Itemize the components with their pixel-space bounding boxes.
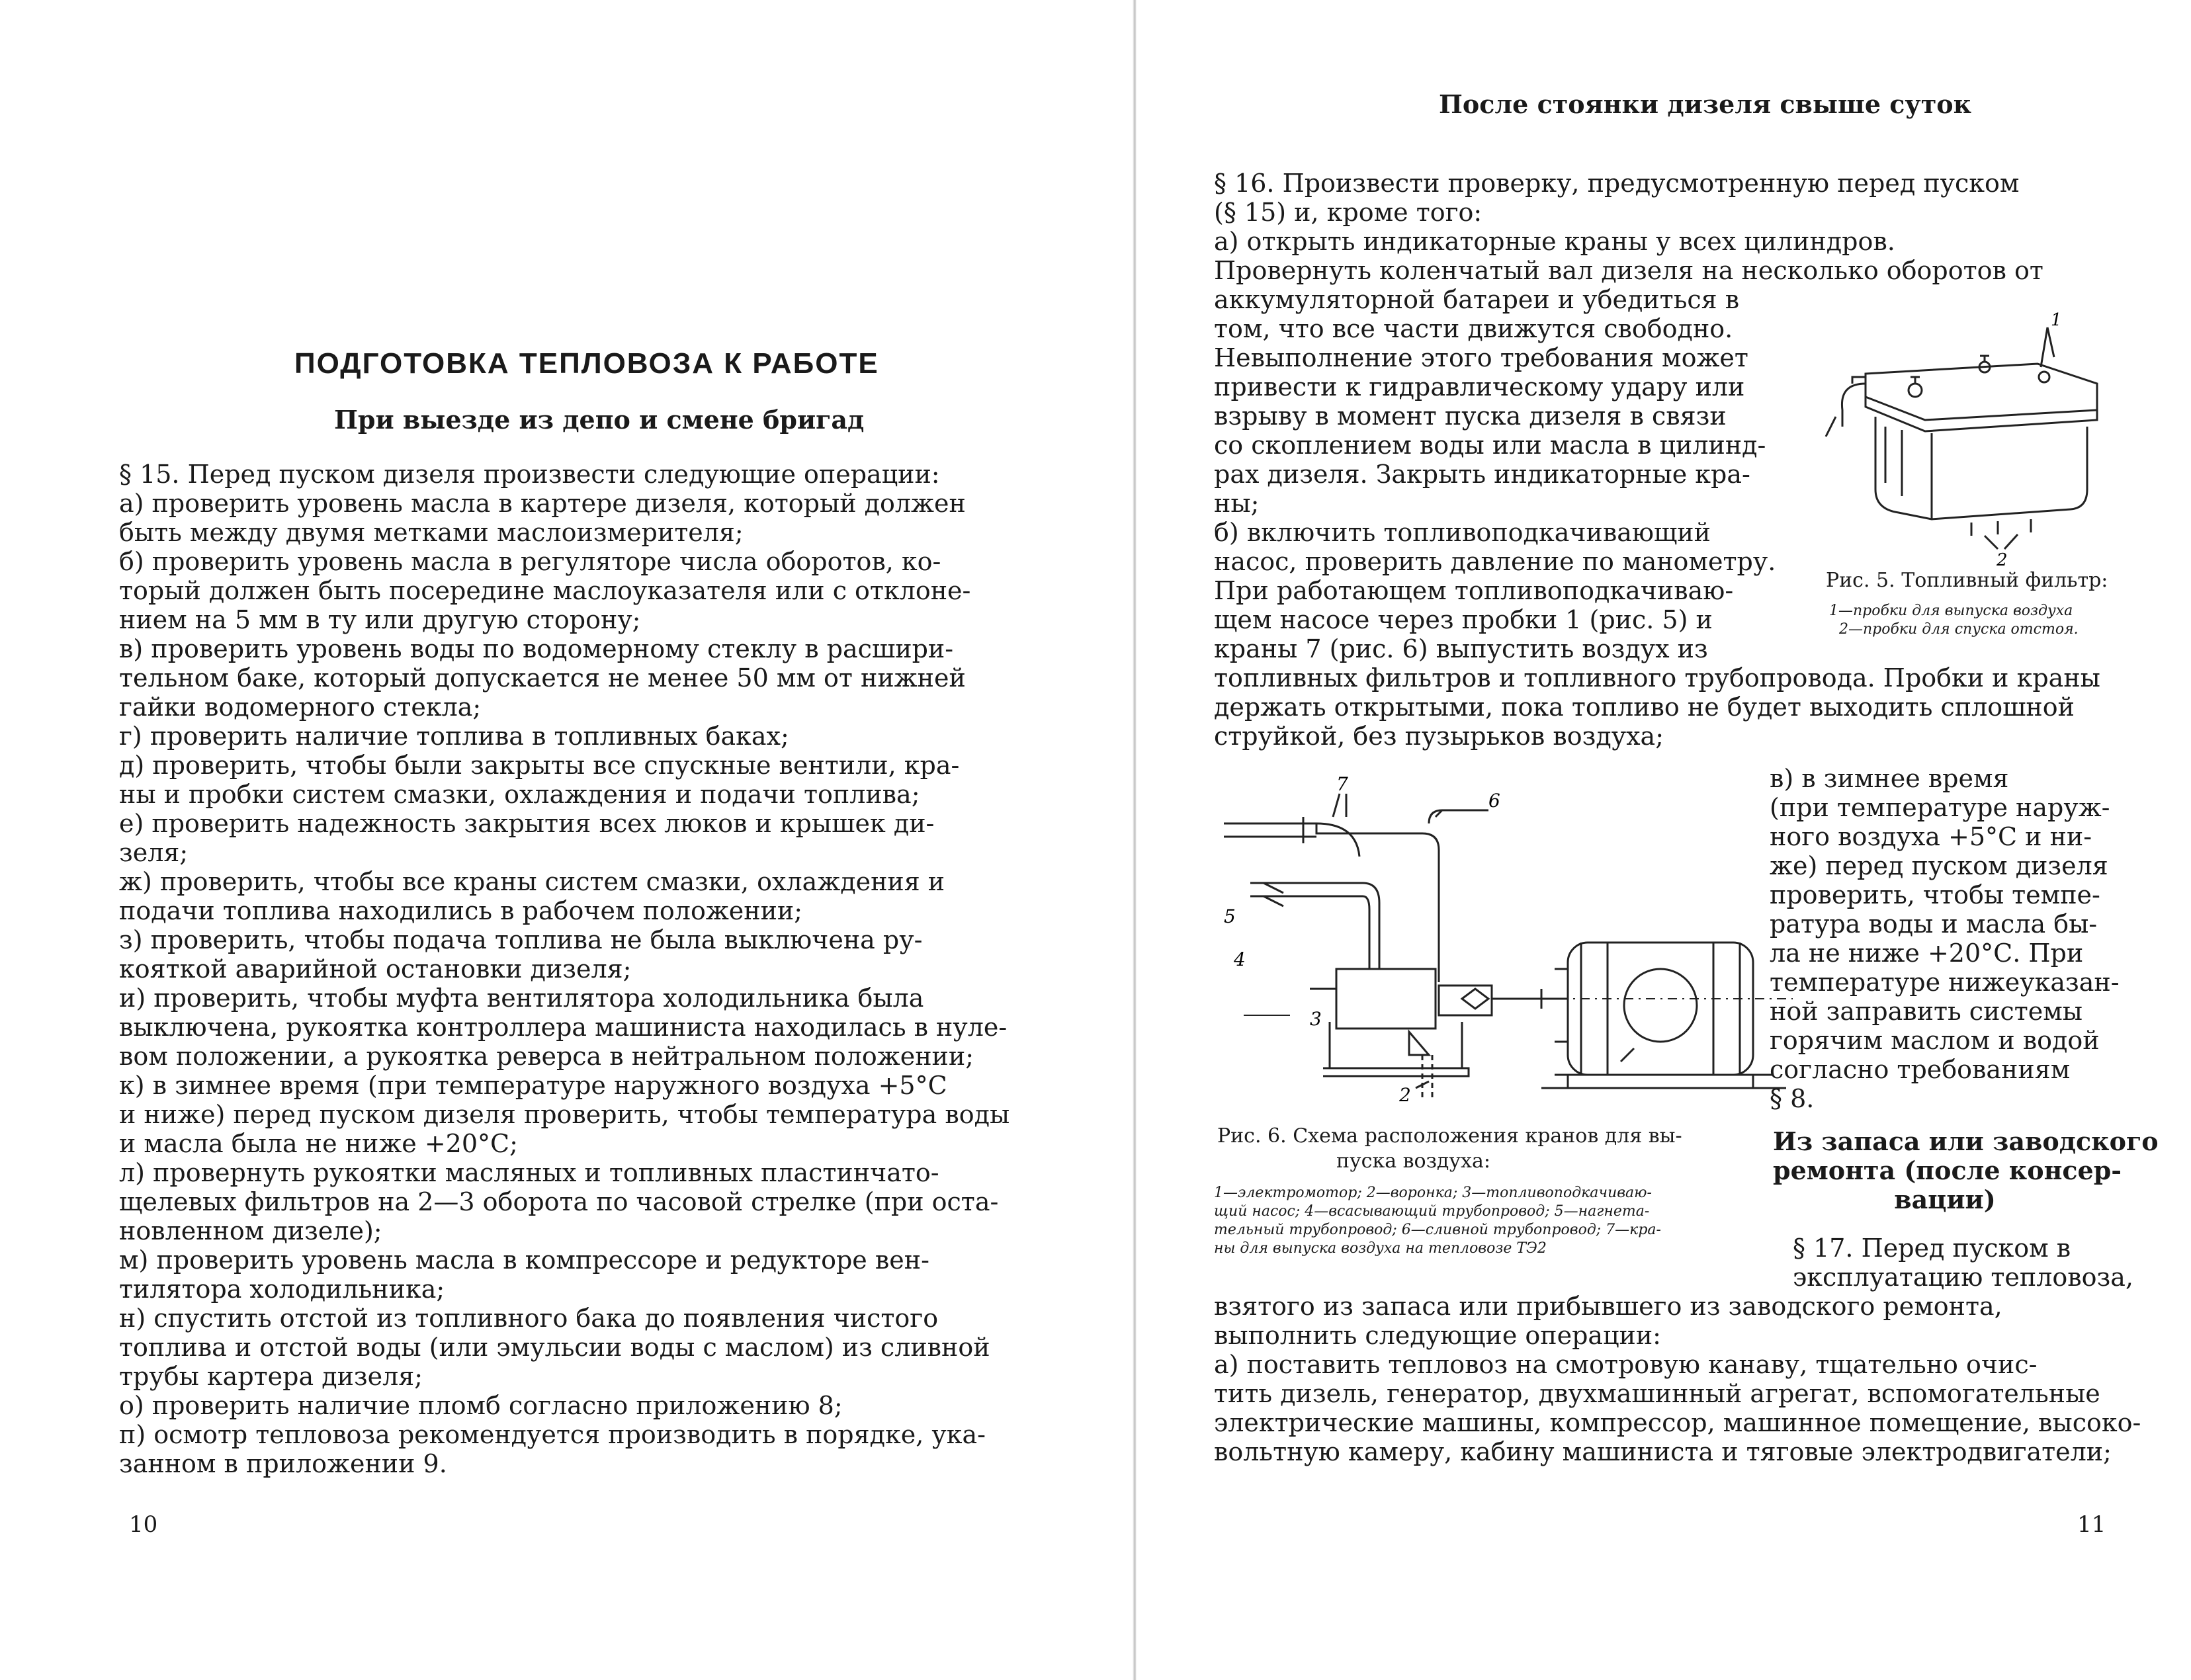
right-bottom-line: а) поставить тепловоз на смотровую канаву, тщательно очис- [1214, 1350, 2038, 1379]
section-16-top [1214, 169, 2043, 285]
right-narrow-line: При работающем топливоподкачиваю- [1214, 576, 1734, 605]
left-body-line: трубы картера дизеля; [119, 1362, 423, 1391]
right-narrow-line: рах дизеля. Закрыть индикаторные кра- [1214, 460, 1750, 489]
left-body-line: тельном баке, который допускается не менее 50 мм от нижней [119, 663, 966, 693]
fig6-label-7: 7 [1336, 773, 1348, 795]
right-narrow-line: со скоплением воды или масла в цилинд- [1214, 431, 1766, 460]
left-body-line: е) проверить надежность закрытия всех люков и крышек ди- [119, 809, 935, 838]
right-side-line: горячим маслом и водой [1770, 1026, 2100, 1055]
right-top-line: а) открыть индикаторные краны у всех цилиндров. [1214, 227, 1895, 256]
right-bottom-line: взятого из запаса или прибывшего из заводского ремонта, [1214, 1292, 2002, 1321]
right-narrow-line: насос, проверить давление по манометру. [1214, 547, 1776, 576]
left-body-line: ж) проверить, чтобы все краны систем смазки, охлаждения и [119, 867, 945, 896]
right-narrow-line: щем насосе через пробки 1 (рис. 5) и [1214, 605, 1713, 634]
left-body-line: а) проверить уровень масла в картере дизеля, который должен [119, 489, 966, 518]
section-16-winter-column [1770, 764, 2120, 1113]
right-side-line: ной заправить системы [1770, 997, 2083, 1026]
right-side-line: ного воздуха +5°С и ни- [1770, 822, 2092, 851]
fig6-label-5: 5 [1224, 905, 1236, 927]
fig6-label-2: 2 [1399, 1084, 1411, 1101]
right-p17-line: эксплуатацию тепловоза, [1793, 1263, 2133, 1292]
right-p17-line: § 17. Перед пуском в [1793, 1234, 2071, 1263]
right-top-line: § 16. Произвести проверку, предусмотренную перед пуском [1214, 169, 2020, 198]
right-full-line: струйкой, без пузырьков воздуха; [1214, 722, 1664, 751]
fig6-legend [1214, 1184, 1661, 1258]
left-body-line: гайки водомерного стекла; [119, 693, 482, 722]
left-body-line: подачи топлива находились в рабочем положении; [119, 896, 803, 925]
section-head-reserve [1773, 1126, 2159, 1214]
left-body-line: зеля; [119, 838, 189, 867]
fig5-legend-1: 1—пробки для выпуска воздуха [1829, 603, 2073, 619]
left-body-line: вом положении, а рукоятка реверса в нейтральном положении; [119, 1042, 974, 1071]
right-narrow-line: Невыполнение этого требования может [1214, 343, 1748, 372]
fig6-legend-line: 1—электромотор; 2—воронка; 3—топливоподкачиваю- [1214, 1185, 1652, 1201]
right-narrow-line: ны; [1214, 489, 1260, 518]
right-full-line: топливных фильтров и топливного трубопровода. Пробки и краны [1214, 663, 2100, 693]
left-body-line: к) в зимнее время (при температуре наружного воздуха +5°С [119, 1071, 947, 1100]
left-body-line: выключена, рукоятка контроллера машиниста находилась в нуле- [119, 1013, 1008, 1042]
right-narrow-line: взрыву в момент пуска дизеля в связи [1214, 401, 1727, 431]
right-side-line: в) в зимнее время [1770, 764, 2009, 793]
right-narrow-line: аккумуляторной батареи и убедиться в [1214, 285, 1740, 314]
right-side-line: согласно требованиям [1770, 1055, 2071, 1084]
valve-scheme-figure [1211, 771, 1819, 1101]
section-head-line: вации) [1894, 1185, 1996, 1214]
right-page [1138, 0, 2191, 1680]
fig5-caption: Рис. 5. Топливный фильтр: [1826, 569, 2108, 592]
left-body-line: о) проверить наличие пломб согласно приложению 8; [119, 1391, 843, 1420]
fig5-label-1: 1 [2051, 311, 2062, 330]
left-body-line: и ниже) перед пуском дизеля проверить, чтобы температура воды [119, 1100, 1010, 1129]
page-title: ПОДГОТОВКА ТЕПЛОВОЗА К РАБОТЕ [294, 347, 879, 380]
section-head-line: ремонта (после консер- [1773, 1155, 2122, 1185]
right-side-line: же) перед пуском дизеля [1770, 851, 2108, 880]
left-body-line: торый должен быть посередине маслоуказателя или с отклоне- [119, 576, 971, 605]
fig6-label-6: 6 [1488, 790, 1500, 812]
right-side-line: ла не ниже +20°С. При [1770, 939, 2084, 968]
left-body-line: нием на 5 мм в ту или другую сторону; [119, 605, 641, 634]
left-body-line: быть между двумя метками маслоизмерителя; [119, 518, 744, 547]
fig6-label-3: 3 [1310, 1008, 1322, 1030]
right-top-line: (§ 15) и, кроме того: [1214, 198, 1482, 227]
left-body-line: м) проверить уровень масла в компрессоре и редукторе вен- [119, 1245, 929, 1275]
left-body-line: кояткой аварийной остановки дизеля; [119, 954, 632, 984]
left-body-line: § 15. Перед пуском дизеля произвести следующие операции: [119, 460, 940, 489]
page-subtitle: При выезде из депо и смене бригад [334, 405, 865, 435]
right-narrow-line: б) включить топливоподкачивающий [1214, 518, 1711, 547]
left-body-line: топлива и отстой воды (или эмульсии воды с маслом) из сливной [119, 1333, 990, 1362]
right-bottom-line: вольтную камеру, кабину машиниста и тяговые электродвигатели; [1214, 1437, 2112, 1466]
fig6-legend-line: тельный трубопровод; 6—сливной трубопровод; 7—кра- [1214, 1222, 1661, 1238]
right-narrow-line: привести к гидравлическому удару или [1214, 372, 1745, 401]
page-number-right: 11 [2077, 1511, 2106, 1538]
left-body-line: тилятора холодильника; [119, 1275, 445, 1304]
left-body-line: и масла была не ниже +20°С; [119, 1129, 518, 1158]
fig6-caption-line1: Рис. 6. Схема расположения кранов для вы- [1217, 1124, 1682, 1148]
section-15-body [119, 460, 1010, 1478]
right-full-line: держать открытыми, пока топливо не будет выходить сплошной [1214, 693, 2075, 722]
right-narrow-line: том, что все части движутся свободно. [1214, 314, 1733, 343]
right-narrow-line: краны 7 (рис. 6) выпустить воздух из [1214, 634, 1708, 663]
section-head-line: Из запаса или заводского [1773, 1126, 2159, 1156]
fig6-caption-line2: пуска воздуха: [1336, 1150, 1490, 1173]
right-side-line: § 8. [1770, 1084, 1815, 1113]
left-body-line: и) проверить, чтобы муфта вентилятора холодильника была [119, 984, 924, 1013]
right-side-line: проверить, чтобы темпе- [1770, 880, 2100, 909]
right-side-line: температуре нижеуказан- [1770, 968, 2120, 997]
book-gutter [1133, 0, 1137, 1680]
right-bottom-line: выполнить следующие операции: [1214, 1321, 1661, 1350]
left-body-line: д) проверить, чтобы были закрыты все спускные вентили, кра- [119, 751, 960, 780]
left-body-line: в) проверить уровень воды по водомерному стеклу в расшири- [119, 634, 954, 663]
section-16-full [1214, 663, 2100, 751]
fig6-label-4: 4 [1234, 948, 1246, 970]
left-body-line: п) осмотр тепловоза рекомендуется производить в порядке, ука- [119, 1420, 986, 1449]
left-body-line: л) провернуть рукоятки масляных и топливных пластинчато- [119, 1158, 939, 1187]
left-body-line: н) спустить отстой из топливного бака до появления чистого [119, 1304, 939, 1333]
running-header: После стоянки дизеля свыше суток [1439, 89, 1972, 119]
section-16-narrow [1214, 285, 1776, 663]
right-side-line: ратура воды и масла бы- [1770, 909, 2098, 939]
fig5-label-2: 2 [1997, 550, 2008, 569]
section-17-body [1214, 1292, 2141, 1466]
left-body-line: г) проверить наличие топлива в топливных баках; [119, 722, 789, 751]
left-body-line: ны и пробки систем смазки, охлаждения и подачи топлива; [119, 780, 920, 809]
left-body-line: новленном дизеле); [119, 1216, 382, 1245]
right-bottom-line: тить дизель, генератор, двухмашинный агрегат, вспомогательные [1214, 1379, 2100, 1408]
left-body-line: занном в приложении 9. [119, 1449, 447, 1478]
right-side-line: (при температуре наруж- [1770, 793, 2110, 822]
section-17-start [1793, 1234, 2133, 1292]
left-body-line: щелевых фильтров на 2—3 оборота по часовой стрелке (при оста- [119, 1187, 999, 1216]
left-body-line: з) проверить, чтобы подача топлива не была выключена ру- [119, 925, 923, 954]
page-number-left: 10 [129, 1511, 158, 1538]
right-bottom-line: электрические машины, компрессор, машинное помещение, высоко- [1214, 1408, 2141, 1437]
fuel-filter-figure [1786, 311, 2124, 569]
fig6-legend-line: ны для выпуска воздуха на тепловозе ТЭ2 [1214, 1240, 1547, 1257]
fig5-legend-2: 2—пробки для спуска отстоя. [1839, 621, 2079, 638]
fig6-legend-line: щий насос; 4—всасывающий трубопровод; 5—нагнета- [1214, 1203, 1650, 1220]
left-body-line: б) проверить уровень масла в регуляторе числа оборотов, ко- [119, 547, 941, 576]
right-top-line: Провернуть коленчатый вал дизеля на несколько оборотов от [1214, 256, 2043, 285]
